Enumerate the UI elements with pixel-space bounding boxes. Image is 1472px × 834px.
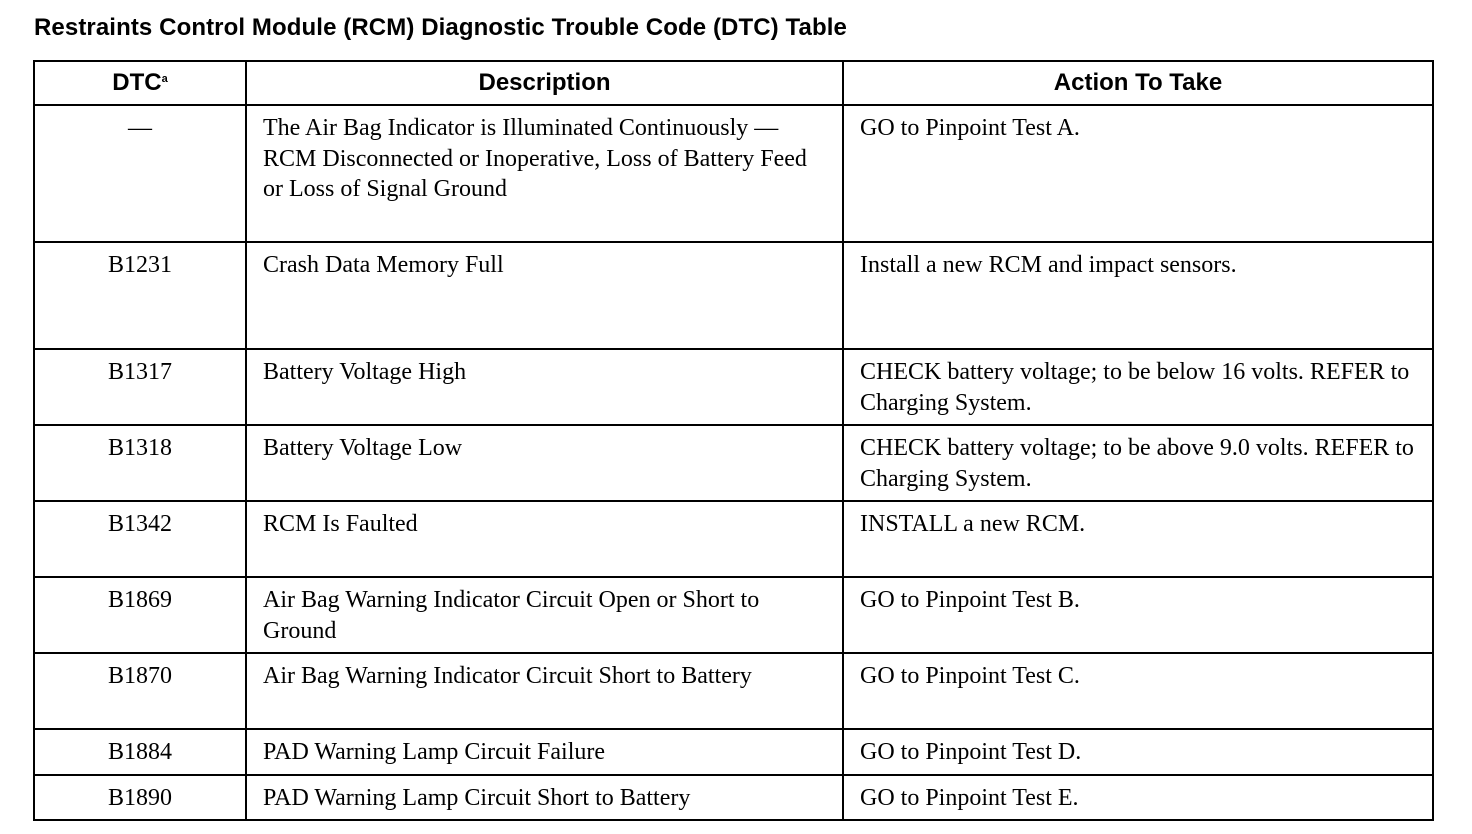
dtc-code-cell: B1318	[34, 425, 246, 501]
action-cell: CHECK battery voltage; to be above 9.0 volts. REFER to Charging System.	[843, 425, 1433, 501]
action-cell: Install a new RCM and impact sensors.	[843, 242, 1433, 349]
table-row	[34, 729, 1433, 775]
description-cell: PAD Warning Lamp Circuit Failure	[246, 729, 843, 775]
table-row	[34, 242, 1433, 349]
table-row	[34, 577, 1433, 653]
header-dtc	[34, 61, 246, 105]
action-cell: GO to Pinpoint Test D.	[843, 729, 1433, 775]
dtc-code-cell: B1231	[34, 242, 246, 349]
table-row	[34, 775, 1433, 820]
table-row	[34, 501, 1433, 577]
action-cell: CHECK battery voltage; to be below 16 volts. REFER to Charging System.	[843, 349, 1433, 425]
dtc-code-cell: —	[34, 105, 246, 242]
dtc-table	[33, 60, 1434, 821]
description-cell: The Air Bag Indicator is Illuminated Continuously — RCM Disconnected or Inoperative, Loss of Battery Feed or Loss of Signal Ground	[246, 105, 843, 242]
description-cell: Air Bag Warning Indicator Circuit Open or Short to Ground	[246, 577, 843, 653]
table-header-row	[34, 61, 1433, 105]
description-cell: PAD Warning Lamp Circuit Short to Battery	[246, 775, 843, 820]
dtc-code-cell: B1870	[34, 653, 246, 729]
description-cell: Battery Voltage High	[246, 349, 843, 425]
description-cell: Air Bag Warning Indicator Circuit Short to Battery	[246, 653, 843, 729]
table-row	[34, 349, 1433, 425]
table-row	[34, 425, 1433, 501]
dtc-code-cell: B1342	[34, 501, 246, 577]
action-cell: GO to Pinpoint Test B.	[843, 577, 1433, 653]
dtc-code-cell: B1884	[34, 729, 246, 775]
dtc-code-cell: B1890	[34, 775, 246, 820]
header-description: Description	[246, 61, 843, 105]
action-cell: GO to Pinpoint Test A.	[843, 105, 1433, 242]
action-cell: INSTALL a new RCM.	[843, 501, 1433, 577]
page-title: Restraints Control Module (RCM) Diagnostic Trouble Code (DTC) Table	[34, 14, 847, 41]
table-row	[34, 105, 1433, 242]
description-cell: RCM Is Faulted	[246, 501, 843, 577]
table-row	[34, 653, 1433, 729]
dtc-code-cell: B1869	[34, 577, 246, 653]
action-cell: GO to Pinpoint Test E.	[843, 775, 1433, 820]
description-cell: Crash Data Memory Full	[246, 242, 843, 349]
header-dtc-label: DTC	[112, 69, 162, 96]
dtc-code-cell: B1317	[34, 349, 246, 425]
header-action: Action To Take	[843, 61, 1433, 105]
footnote-mark: a	[161, 73, 168, 85]
action-cell: GO to Pinpoint Test C.	[843, 653, 1433, 729]
description-cell: Battery Voltage Low	[246, 425, 843, 501]
